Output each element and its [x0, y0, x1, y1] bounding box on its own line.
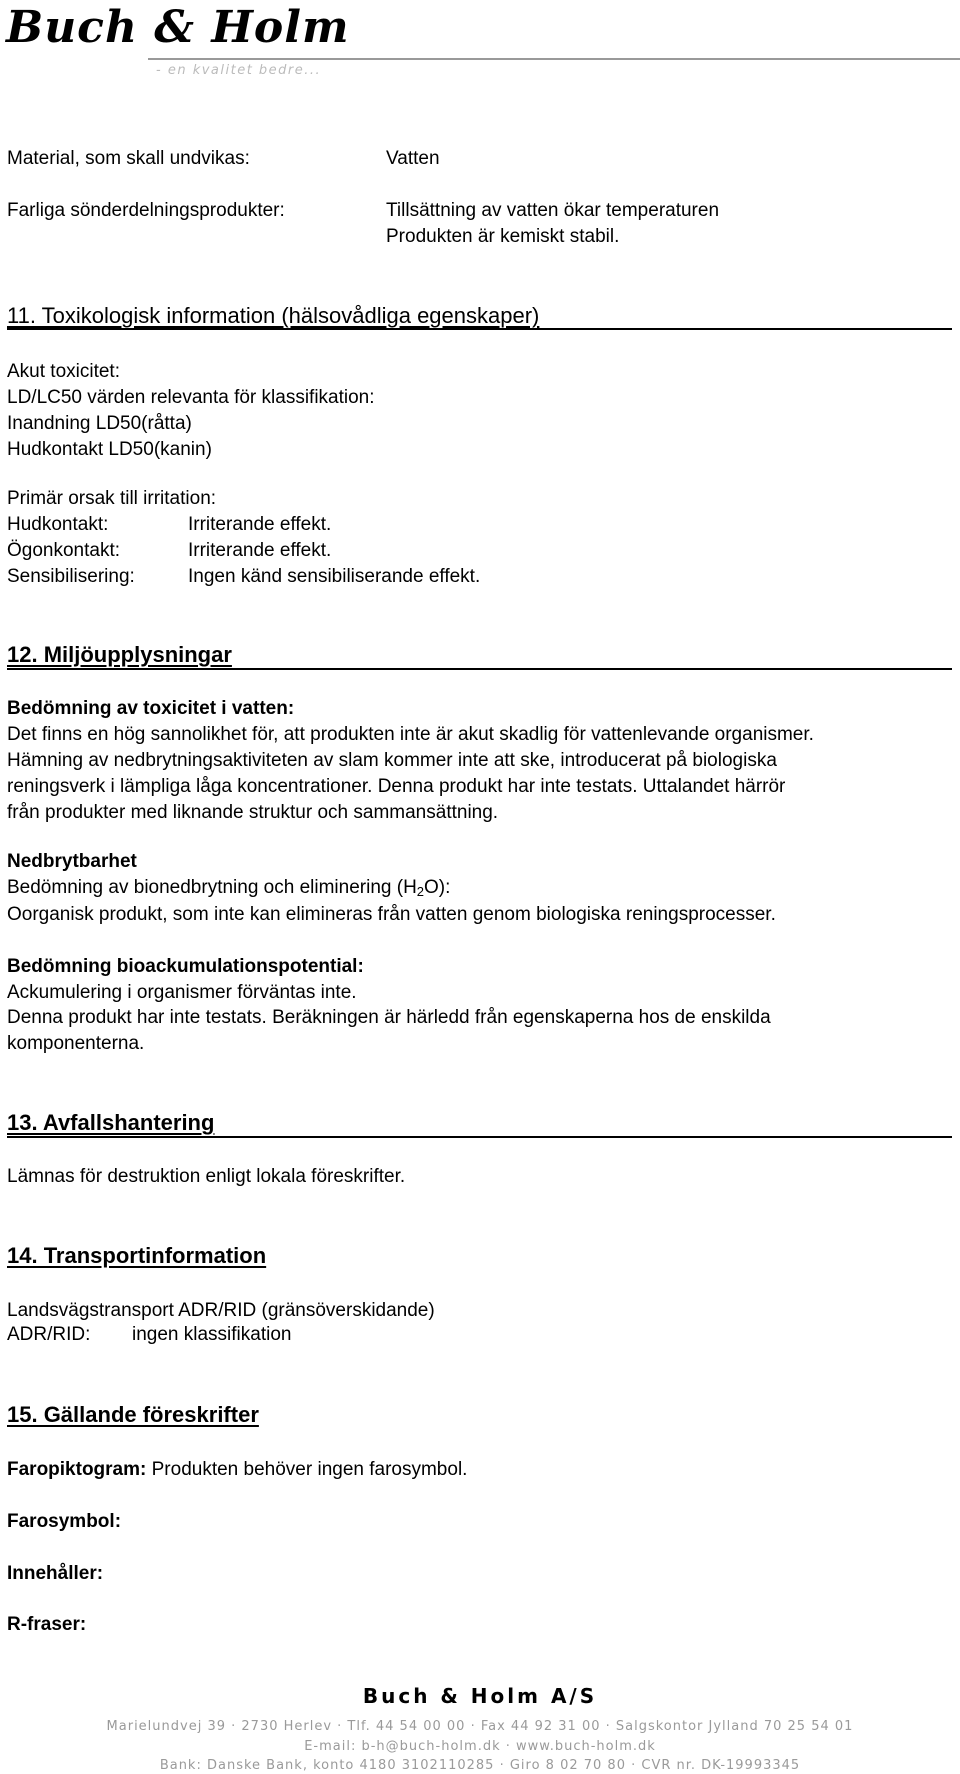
- hazard-symbol-label: Farosymbol:: [7, 1511, 122, 1532]
- water-toxicity-label: Bedömning av toxicitet i vatten:: [7, 698, 295, 719]
- inhalation-ld50: Inandning LD50(råtta): [7, 413, 192, 434]
- company-logo: Buch & Holm: [6, 2, 350, 53]
- section12-heading: 12. Miljöupplysningar: [7, 642, 232, 667]
- sensitization-value: Ingen känd sensibiliserande effekt.: [188, 566, 481, 587]
- biodegradation-line: Bedömning av bionedbrytning och eliminering $(H_2O)$:: [7, 877, 451, 899]
- company-tagline: - en kvalitet bedre...: [156, 63, 322, 78]
- bioaccumulation-line-2: Denna produkt har inte testats. Beräkningen är härledd från egenskaperna hos de enskilda: [7, 1007, 771, 1028]
- header-rule: [148, 58, 960, 60]
- inorganic-statement: Oorganisk produkt, som inte kan elimineras från vatten genom biologiska reningsprocesser.: [7, 904, 776, 925]
- bioaccumulation-label: Bedömning bioackumulationspotential:: [7, 956, 364, 977]
- acute-toxicity-label: Akut toxicitet:: [7, 361, 120, 382]
- r-phrases-label: R-fraser:: [7, 1614, 87, 1635]
- material-label: Material, som skall undvikas:: [7, 148, 250, 169]
- adr-rid-value: ingen klassifikation: [132, 1324, 292, 1345]
- primary-irritation-label: Primär orsak till irritation:: [7, 488, 217, 509]
- section13-rule: [7, 1136, 952, 1138]
- section11-rule: [7, 328, 952, 330]
- bioaccumulation-line-1: Ackumulering i organismer förväntas inte.: [7, 982, 357, 1003]
- water-toxicity-line-3: reningsverk i lämpliga låga koncentrationer. Denna produkt har inte testats. Uttalandet härrör: [7, 776, 786, 797]
- degradability-label: Nedbrytbarhet: [7, 851, 137, 872]
- footer-company-name: Buch & Holm A/S: [362, 1684, 598, 1708]
- sensitization-label: Sensibilisering:: [7, 566, 135, 587]
- footer-web: E-mail: b-h@buch-holm.dk · www.buch-holm.dk: [304, 1739, 656, 1754]
- section12-rule: [7, 668, 952, 670]
- skin-contact-value: Irriterande effekt.: [188, 514, 332, 535]
- decomp-value-1: Tillsättning av vatten ökar temperaturen: [386, 200, 720, 221]
- skin-contact-label: Hudkontakt:: [7, 514, 109, 535]
- adr-rid-label: ADR/RID:: [7, 1324, 91, 1345]
- section11-heading: 11. Toxikologisk information (hälsovådliga egenskaper): [7, 303, 540, 328]
- footer-address: Marielundvej 39 · 2730 Herlev · Tlf. 44 54 00 00 · Fax 44 92 31 00 · Salgskontor Jylland 70 25 54 01: [106, 1719, 854, 1734]
- water-toxicity-line-2: Hämning av nedbrytningsaktiviteten av slam kommer inte att ske, introducerat på biologiska: [7, 750, 777, 771]
- eye-contact-label: Ögonkontakt:: [7, 540, 121, 561]
- water-toxicity-line-4: från produkter med liknande struktur och sammansättning.: [7, 802, 499, 823]
- pictogram-line: Faropiktogram: Produkten behöver ingen farosymbol.: [7, 1459, 468, 1480]
- decomp-label: Farliga sönderdelningsprodukter:: [7, 200, 285, 221]
- section14-heading: 14. Transportinformation: [7, 1243, 267, 1268]
- section13-heading: 13. Avfallshantering: [7, 1110, 215, 1135]
- skin-ld50: Hudkontakt LD50(kanin): [7, 439, 212, 460]
- material-value: Vatten: [386, 148, 440, 169]
- contains-label: Innehåller:: [7, 1563, 104, 1584]
- water-toxicity-line-1: Det finns en hög sannolikhet för, att produkten inte är akut skadlig för vattenlevande organismer.: [7, 724, 814, 745]
- ld-values-label: LD/LC50 värden relevanta för klassifikation:: [7, 387, 375, 408]
- disposal-text: Lämnas för destruktion enligt lokala föreskrifter.: [7, 1166, 406, 1187]
- eye-contact-value: Irriterande effekt.: [188, 540, 332, 561]
- footer-bank: Bank: Danske Bank, konto 4180 3102110285 · Giro 8 02 70 80 · CVR nr. DK-19993345: [159, 1758, 801, 1773]
- section15-heading: 15. Gällande föreskrifter: [7, 1402, 259, 1427]
- road-transport-line: Landsvägstransport ADR/RID (gränsöverskidande): [7, 1300, 435, 1321]
- decomp-value-2: Produkten är kemiskt stabil.: [386, 226, 620, 247]
- bioaccumulation-line-3: komponenterna.: [7, 1033, 145, 1054]
